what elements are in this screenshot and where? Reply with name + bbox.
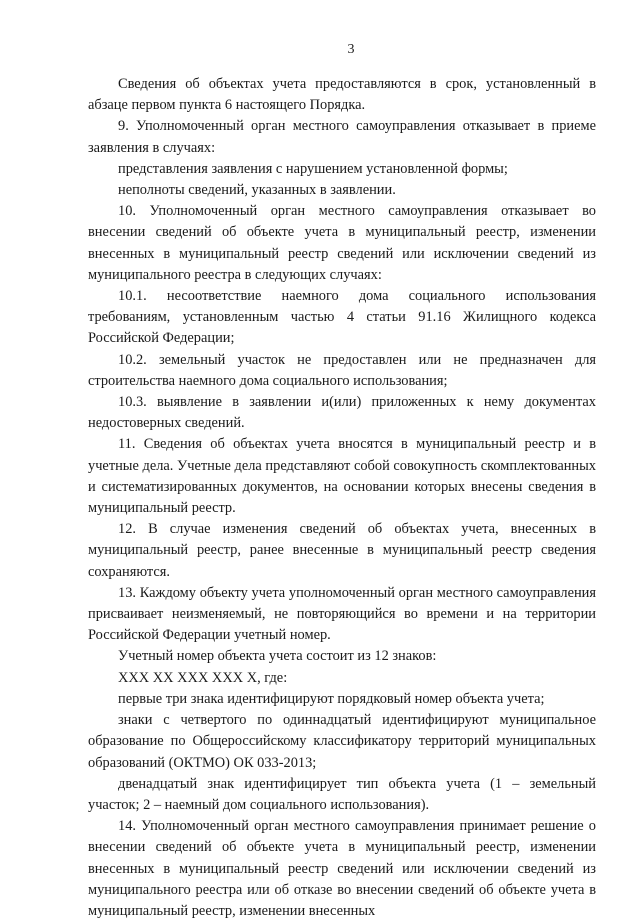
paragraph-p11: 13. Каждому объекту учета уполномоченный орган местного самоуправления присваивает неизменяемый, не повторяющийся во времени и на территории Российской Федерации учетный номер. xyxy=(88,584,596,644)
paragraph-p6: 10.1. несоответствие наемного дома социального использования требованиям, установленным частью 4 статьи 91.16 Жилищного кодекса Российской Федерации; xyxy=(88,288,596,347)
paragraph-p4: неполноты сведений, указанных в заявлении. xyxy=(118,182,396,199)
paragraph-p14: первые три знака идентифицируют порядковый номер объекта учета; xyxy=(118,690,545,707)
paragraph-p5: 10. Уполномоченный орган местного самоуправления отказывает во внесении сведений об объекте учета в муниципальный реестр, изменении внесенных в муниципальный реестр сведений или исключении сведений из муниципального реестра в следующих случаях: xyxy=(88,203,596,283)
page-number: 3 xyxy=(347,42,355,57)
paragraph-p10: 12. В случае изменения сведений об объектах учета, внесенных в муниципальный реестр, ранее внесенные в муниципальный реестр сведения сохраняются. xyxy=(88,521,596,580)
paragraph-p9: 11. Сведения об объектах учета вносятся в муниципальный реестр и в учетные дела. Учетные дела представляют собой совокупность скомплектованных и систематизированных документов, на основании которых внесены сведения в муниципальный реестр. xyxy=(88,436,596,517)
paragraph-p8: 10.3. выявление в заявлении и(или) приложенных к нему документах недостоверных сведений. xyxy=(88,394,596,432)
paragraph-p3: представления заявления с нарушением установленной формы; xyxy=(118,160,508,177)
document-body xyxy=(88,74,596,922)
paragraph-p2: 9. Уполномоченный орган местного самоуправления отказывает в приеме заявления в случаях: xyxy=(88,118,596,156)
paragraph-p17: 14. Уполномоченный орган местного самоуправления принимает решение о внесении сведений об объекте учета в муниципальный реестр, изменении внесенных в муниципальный реестр сведений или исключении сведений из муниципального реестра или об отказе во внесении сведений об объекте учета в муниципальный реестр, изменении внесенных xyxy=(88,818,596,919)
paragraph-p12: Учетный номер объекта учета состоит из 12 знаков: xyxy=(118,648,437,665)
paragraph-p7: 10.2. земельный участок не предоставлен или не предназначен для строительства наемного дома социального использования; xyxy=(88,351,596,389)
paragraph-p13: XXX XX XXX XXX X, где: xyxy=(118,669,288,686)
paragraph-p16: двенадцатый знак идентифицирует тип объекта учета (1 – земельный участок; 2 – наемный дом социального использования). xyxy=(88,775,596,813)
paragraph-p1: Сведения об объектах учета предоставляются в срок, установленный в абзаце первом пункта 6 настоящего Порядка. xyxy=(88,76,596,114)
paragraph-p15: знаки с четвертого по одиннадцатый идентифицируют муниципальное образование по Общероссийскому классификатору территорий муниципальных образований (ОКТМО) ОК 033-2013; xyxy=(88,712,596,771)
